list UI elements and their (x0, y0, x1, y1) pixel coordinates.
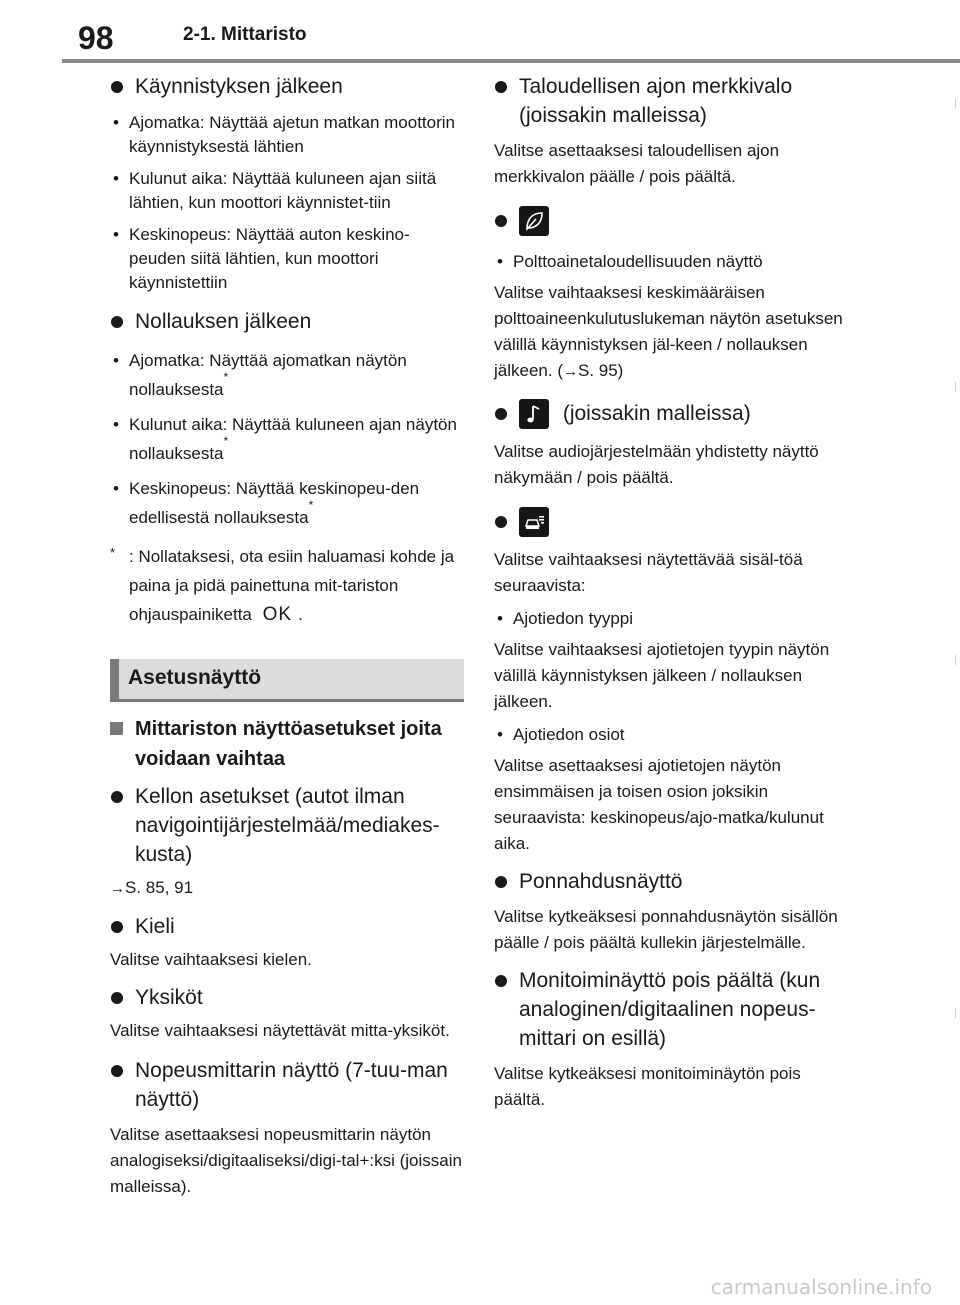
bullet-dot-icon (495, 81, 507, 93)
heading-units: Yksiköt (110, 983, 464, 1012)
edge-mark (955, 382, 956, 392)
heading-after-reset: Nollauksen jälkeen (110, 307, 464, 336)
heading-eco-indicator: Taloudellisen ajon merkkivalo (joissakin malleissa) (494, 72, 854, 130)
paragraph: Valitse vaihtaaksesi ajotietojen tyypin näytön välillä käynnistyksen jälkeen / nollauksen jälkeen. (494, 640, 830, 711)
bullet-dot-icon (111, 791, 123, 803)
heading-popup: Ponnahdusnäyttö (494, 867, 854, 896)
paragraph: Valitse kytkeäksesi monitoiminäytön pois päältä. (494, 1064, 801, 1109)
bullet-dot-icon (495, 408, 507, 420)
music-note-icon (519, 399, 549, 429)
ok-button-icon: OK (262, 604, 293, 625)
bullet-dot-icon (111, 921, 123, 933)
page-header (0, 0, 960, 64)
list-item: • Kulunut aika: Näyttää kuluneen ajan siitä lähtien, kun moottori käynnistet-tiin (113, 169, 437, 212)
subsection-heading: Mittariston näyttöasetukset joita voidaan vaihtaa (110, 714, 464, 774)
paragraph: Valitse kytkeäksesi ponnahdusnäytön sisällön päälle / pois päältä kullekin järjestelmälle. (494, 907, 838, 952)
paragraph: Valitse vaihtaaksesi kielen. (110, 950, 312, 969)
section-reference: 2-1. Mittaristo (183, 24, 307, 45)
footnote: * : Nollataksesi, ota esiin haluamasi kohde ja paina ja pidä painettuna mit-tariston ohjauspainiketta OK . (110, 542, 464, 629)
list-item: • Ajotiedon osiot (497, 725, 625, 744)
header-divider (62, 59, 960, 63)
heading-audio: (joissakin malleissa) (494, 397, 854, 431)
heading-drive-info (494, 505, 854, 539)
list-item: • Ajomatka: Näyttää ajomatkan näytön nollauksesta* (113, 351, 407, 399)
heading-monitor-off: Monitoiminäyttö pois päältä (kun analoginen/digitaalinen nopeus-mittari on esillä) (494, 966, 854, 1053)
paragraph: Valitse asettaaksesi nopeusmittarin näytön analogiseksi/digitaaliseksi/digi-tal+:ksi (joissain malleissa). (110, 1125, 462, 1196)
paragraph: Valitse asettaaksesi ajotietojen näytön ensimmäisen ja toisen osion joksikin seuraavista: keskinopeus/ajo-matka/kulunut aika. (494, 756, 824, 853)
arrow-icon: → (562, 363, 578, 380)
bullet-dot-icon (111, 1065, 123, 1077)
list-item: • Ajomatka: Näyttää ajetun matkan moottorin käynnistyksestä lähtien (113, 113, 455, 156)
bullet-dot-icon (495, 516, 507, 528)
heading-eco-icon (494, 204, 854, 238)
bullet-dot-icon (111, 316, 123, 328)
left-column (110, 70, 464, 1200)
square-bullet-icon (110, 722, 123, 735)
page-number: 98 (78, 20, 114, 56)
heading-clock: Kellon asetukset (autot ilman navigointijärjestelmää/mediakes-kusta) (110, 782, 464, 869)
car-info-icon (519, 507, 549, 537)
bullet-dot-icon (495, 215, 507, 227)
edge-mark (955, 1008, 956, 1018)
leaf-icon (519, 206, 549, 236)
list-item: • Keskinopeus: Näyttää auton keskino-peuden siitä lähtien, kun moottori käynnistettiin (113, 225, 410, 292)
paragraph: Valitse vaihtaaksesi näytettävää sisäl-töä seuraavista: (494, 550, 803, 595)
list-item: • Kulunut aika: Näyttää kuluneen ajan näytön nollauksesta* (113, 415, 457, 463)
section-title-box (110, 659, 464, 702)
list-item: • Keskinopeus: Näyttää keskinopeu-den edellisestä nollauksesta* (113, 479, 420, 527)
edge-mark (955, 98, 956, 108)
heading-after-start: Käynnistyksen jälkeen (110, 72, 464, 101)
watermark: carmanualsonline.info (710, 1275, 932, 1299)
paragraph: Valitse asettaaksesi taloudellisen ajon merkkivalon päälle / pois päältä. (494, 141, 780, 186)
list-item: • Ajotiedon tyyppi (497, 609, 634, 628)
page-reference: →S. 85, 91 (110, 878, 194, 897)
bullet-dot-icon (495, 876, 507, 888)
arrow-icon: → (110, 880, 125, 897)
heading-language: Kieli (110, 912, 464, 941)
bullet-dot-icon (495, 975, 507, 987)
heading-speedometer: Nopeusmittarin näyttö (7-tuu-man näyttö) (110, 1056, 464, 1114)
paragraph: Valitse vaihtaaksesi näytettävät mitta-yksiköt. (110, 1021, 450, 1040)
right-column (494, 70, 854, 1113)
list-item: • Polttoainetaloudellisuuden näyttö (497, 252, 763, 271)
paragraph: Valitse vaihtaaksesi keskimääräisen polttoaineenkulutuslukeman näytön asetuksen välillä käynnistyksen jäl-keen / nollauksen jälkeen. (→S. 95) (494, 283, 843, 380)
paragraph: Valitse audiojärjestelmään yhdistetty näyttö näkymään / pois päältä. (494, 442, 819, 487)
edge-mark (955, 655, 956, 665)
bullet-dot-icon (111, 81, 123, 93)
bullet-dot-icon (111, 992, 123, 1004)
section-title: Asetusnäyttö (128, 666, 262, 689)
